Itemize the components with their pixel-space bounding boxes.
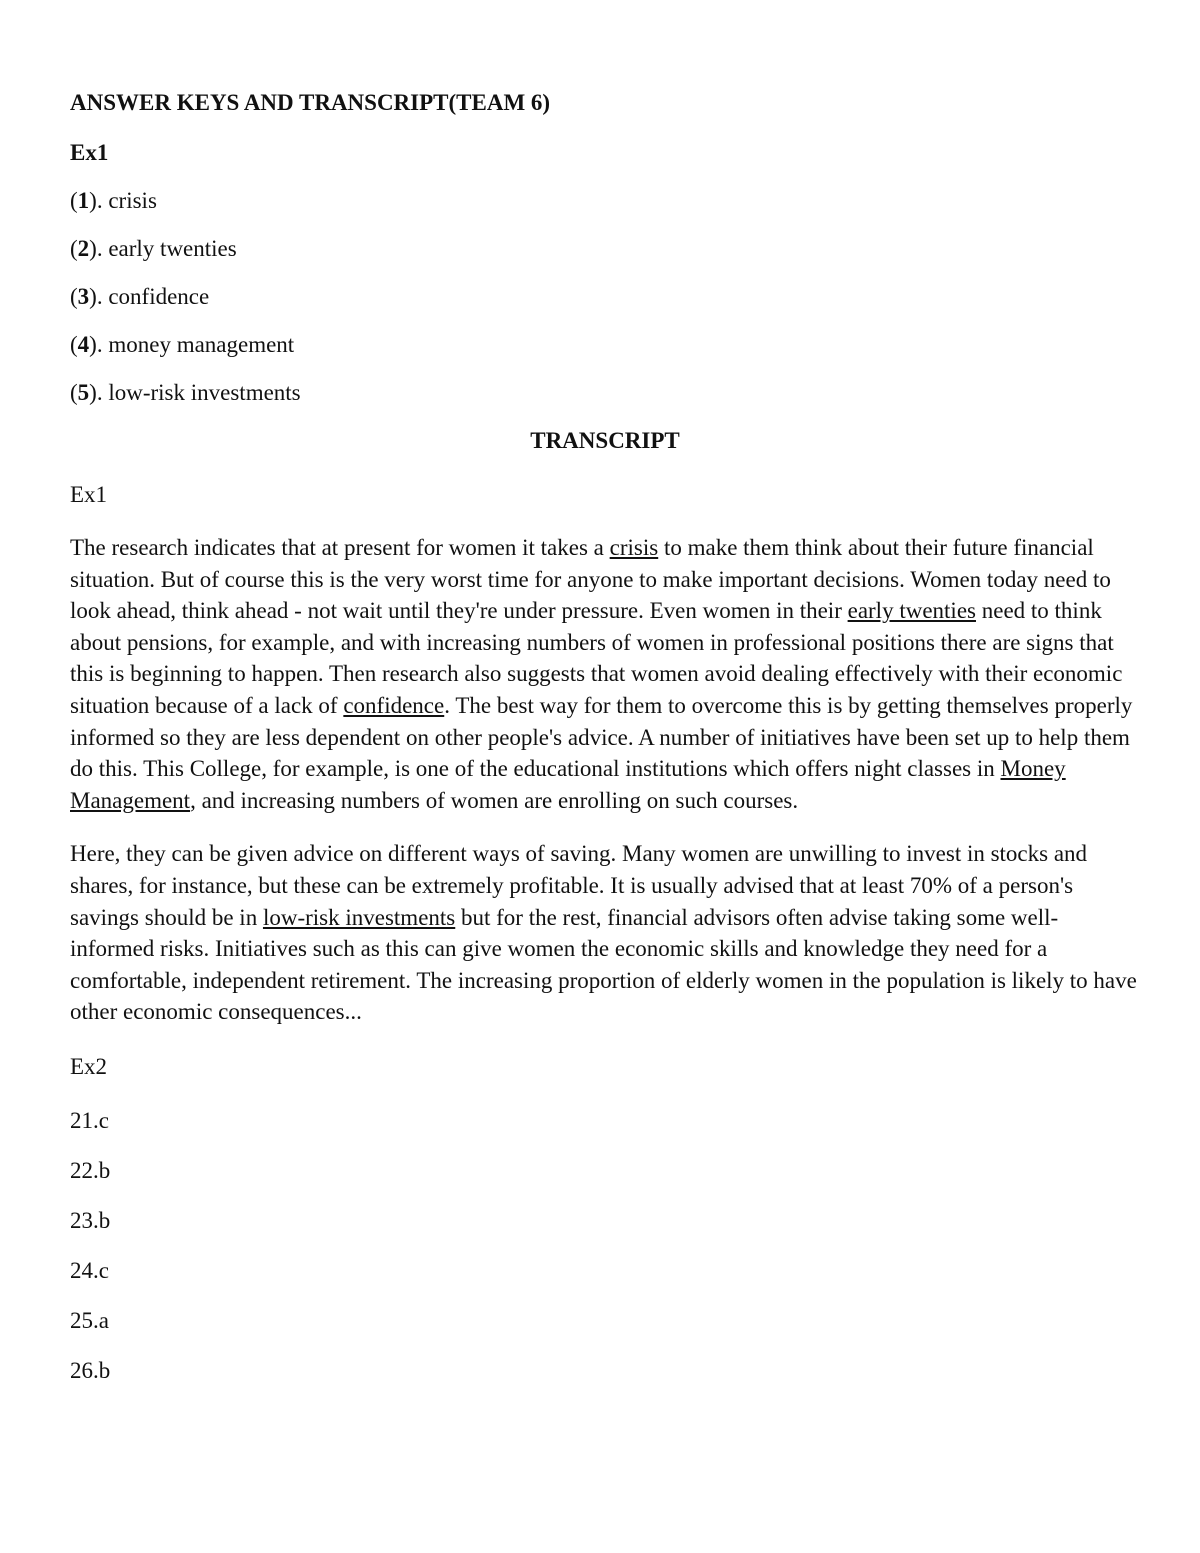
underlined-answer-crisis: crisis <box>609 535 659 560</box>
answer-item-5: (5). low-risk investments <box>70 380 301 405</box>
transcript-paragraph-2 <box>70 838 1140 1028</box>
text-run: , and increasing numbers of women are enrolling on such courses. <box>190 787 799 813</box>
text-run: to make them think about their future financial situation. But of course this is the very worst time for anyone to make important decisions. Women today need to look ahead, think ahead - not wait until they're under pressure. Even women in their <box>70 535 1111 624</box>
transcript-paragraph-1 <box>70 532 1140 816</box>
answer-text: . crisis <box>96 188 157 213</box>
answer-number: 5 <box>77 380 90 405</box>
answer-item-4: (4). money management <box>70 332 295 357</box>
document-title: ANSWER KEYS AND TRANSCRIPT(TEAM 6) <box>70 90 551 115</box>
text-run: . The best way for them to overcome this is by getting themselves properly informed so they are less dependent on other people's advice. A number of initiatives have been set up to help them do this. This College, for example, is one of the educational institutions which offers night classes in <box>70 692 1133 782</box>
document-page <box>70 86 1140 1404</box>
answer-text: . early twenties <box>96 236 237 261</box>
underlined-answer-low-risk-investments: low-risk investments <box>262 904 456 930</box>
ex2-answer-24: 24.c <box>70 1257 109 1283</box>
ex2-answer-22: 22.b <box>70 1157 111 1183</box>
text-run: but for the rest, financial advisors often advise taking some well-informed risks. Initiatives such as this can give women the economic skills and knowledge they need for a comfortable, independent retirement. The increasing proportion of elderly women in the population is likely to have other economic consequences... <box>70 904 1137 1025</box>
answer-text: . confidence <box>96 284 210 309</box>
underlined-answer-early-twenties: early twenties <box>847 598 976 624</box>
answer-number: 2 <box>77 236 90 261</box>
transcript-heading: TRANSCRIPT <box>530 428 680 453</box>
ex2-heading: Ex2 <box>70 1053 108 1079</box>
underlined-answer-confidence: confidence <box>343 692 445 718</box>
ex2-answer-21: 21.c <box>70 1107 109 1133</box>
answer-text: . low-risk investments <box>96 380 301 405</box>
text-run: need to think about pensions, for example, and with increasing numbers of women in professional positions there are signs that this is beginning to happen. Then research also suggests that women avoid dealing effectively with their economic situation because of a lack of <box>70 598 1123 718</box>
text-run: The research indicates that at present for women it takes a <box>70 535 610 560</box>
ex2-answer-23: 23.b <box>70 1207 111 1233</box>
ex1-heading: Ex1 <box>70 140 109 165</box>
answer-number: 1 <box>77 188 90 213</box>
answer-number: 4 <box>77 332 90 357</box>
ex2-answer-26: 26.b <box>70 1357 111 1383</box>
text-run: Here, they can be given advice on different ways of saving. Many women are unwilling to invest in stocks and shares, for instance, but these can be extremely profitable. It is usually advised that at least 70% of a person's savings should be in <box>70 841 1088 930</box>
ex2-answer-25: 25.a <box>70 1307 109 1333</box>
transcript-ex1-heading: Ex1 <box>70 482 108 507</box>
underlined-answer-money-management: Money Management <box>70 756 1066 813</box>
answer-item-3: (3). confidence <box>70 284 210 309</box>
answer-text: . money management <box>96 332 295 357</box>
answer-item-1: (1). crisis <box>70 188 157 213</box>
answer-item-2: (2). early twenties <box>70 236 237 261</box>
answer-number: 3 <box>77 284 90 309</box>
